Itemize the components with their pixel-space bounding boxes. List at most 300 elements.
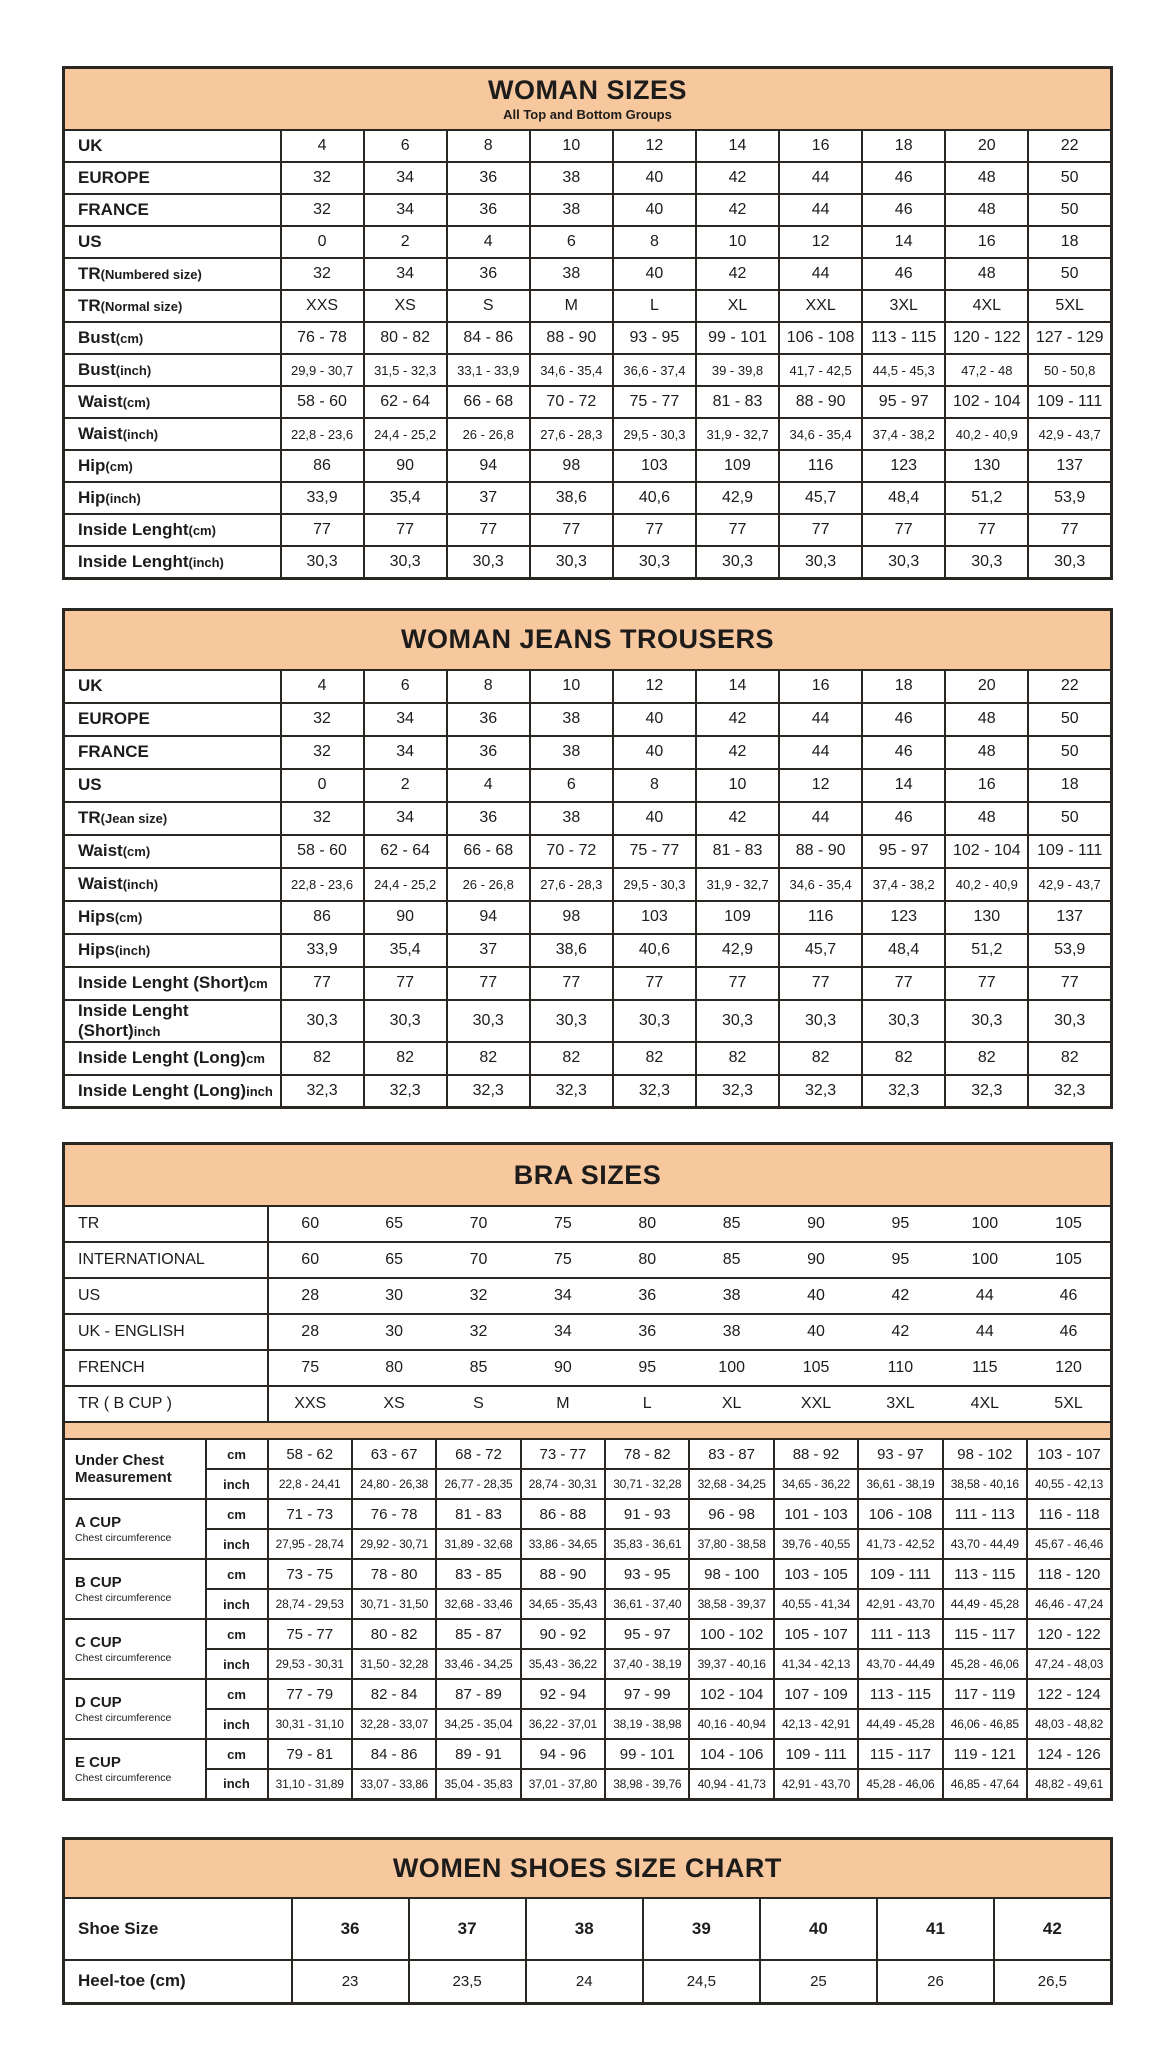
cell: 31,89 - 32,68 (436, 1529, 520, 1559)
cell: 118 - 120 (1027, 1559, 1112, 1589)
cell: 38 (530, 703, 613, 736)
cell: 32,3 (281, 1075, 364, 1108)
cell: S (436, 1386, 520, 1422)
table-row (64, 736, 1112, 769)
cell: 44 (779, 258, 862, 290)
cell: 14 (862, 769, 945, 802)
cell: 50 (1028, 802, 1111, 835)
row-label: Hip(inch) (64, 482, 281, 514)
cell: 48,4 (862, 934, 945, 967)
cell: 34 (521, 1278, 605, 1314)
cell: 31,9 - 32,7 (696, 418, 779, 450)
cell: 37 (447, 482, 530, 514)
cell: 42 (696, 162, 779, 194)
cell: 113 - 115 (858, 1679, 942, 1709)
cell: 120 - 122 (1027, 1619, 1112, 1649)
unit-label: cm (206, 1619, 268, 1649)
cell: 34,65 - 35,43 (521, 1589, 605, 1619)
cell: 48,03 - 48,82 (1027, 1709, 1112, 1739)
cell: 4XL (943, 1386, 1027, 1422)
cell: 34 (364, 802, 447, 835)
cell: 65 (352, 1242, 436, 1278)
cell: 101 - 103 (774, 1499, 858, 1529)
cell: 115 (943, 1350, 1027, 1386)
cell: 29,5 - 30,3 (613, 868, 696, 901)
cell: 30,3 (281, 1000, 364, 1042)
cell: 77 (613, 514, 696, 546)
cell: 42 (994, 1898, 1111, 1960)
cell: 97 - 99 (605, 1679, 689, 1709)
cell: 123 (862, 450, 945, 482)
table-row (64, 1709, 1112, 1739)
row-label: Inside Lenght(inch) (64, 546, 281, 578)
cell: 8 (447, 130, 530, 162)
cell: 123 (862, 901, 945, 934)
cell: 80 (605, 1242, 689, 1278)
cell: 76 - 78 (281, 322, 364, 354)
row-label: Inside Lenght (Short)cm (64, 967, 281, 1000)
cell: 77 (862, 514, 945, 546)
table-row (64, 1589, 1112, 1619)
cell: 75 - 77 (268, 1619, 352, 1649)
cell: XXS (268, 1386, 352, 1422)
cell: 32 (281, 703, 364, 736)
table-row (64, 1529, 1112, 1559)
cell: 30,3 (447, 546, 530, 578)
cell: 38 (530, 162, 613, 194)
table-header (64, 68, 1112, 131)
cell: 70 - 72 (530, 386, 613, 418)
cell: 36 (605, 1314, 689, 1350)
cell: 77 (696, 514, 779, 546)
cell: 77 (281, 514, 364, 546)
cell: 32,3 (530, 1075, 613, 1108)
cell: 77 - 79 (268, 1679, 352, 1709)
cell: 96 - 98 (689, 1499, 773, 1529)
cell: 30,31 - 31,10 (268, 1709, 352, 1739)
cell: 23 (292, 1960, 409, 2004)
cell: 38 (689, 1314, 773, 1350)
row-label: UK - ENGLISH (64, 1314, 268, 1350)
cell: 39,37 - 40,16 (689, 1649, 773, 1679)
cell: 107 - 109 (774, 1679, 858, 1709)
cell: 81 - 83 (696, 386, 779, 418)
cell: 30,3 (530, 1000, 613, 1042)
row-label: Hip(cm) (64, 450, 281, 482)
row-label: C CUP Chest circumference (64, 1619, 206, 1679)
cell: 105 (774, 1350, 858, 1386)
cell: 77 (364, 967, 447, 1000)
table-subtitle: All Top and Bottom Groups (503, 106, 672, 122)
cell: 33,9 (281, 934, 364, 967)
table-header-cell (64, 1838, 1112, 1898)
table-row (64, 514, 1112, 546)
cell: 38 (526, 1898, 643, 1960)
table-row (64, 1386, 1112, 1422)
cell: 84 - 86 (447, 322, 530, 354)
cell: 35,83 - 36,61 (605, 1529, 689, 1559)
cell: 40,55 - 41,34 (774, 1589, 858, 1619)
table-row (64, 1042, 1112, 1075)
unit-label: inch (206, 1769, 268, 1799)
cell: 77 (530, 514, 613, 546)
cell: 30,3 (530, 546, 613, 578)
row-label: Waist(cm) (64, 835, 281, 868)
cell: 90 (364, 450, 447, 482)
cell: 32 (281, 194, 364, 226)
cell: 82 (447, 1042, 530, 1075)
cell: 78 - 80 (352, 1559, 436, 1589)
row-label: Bust(inch) (64, 354, 281, 386)
row-label: Inside Lenght(cm) (64, 514, 281, 546)
cell: 12 (613, 670, 696, 703)
row-label: Shoe Size (64, 1898, 292, 1960)
cell: 3XL (858, 1386, 942, 1422)
cell: 40,2 - 40,9 (945, 418, 1028, 450)
cell: 37 (447, 934, 530, 967)
unit-label: inch (206, 1589, 268, 1619)
cell: 32,28 - 33,07 (352, 1709, 436, 1739)
cell: 10 (530, 670, 613, 703)
cell: 80 (352, 1350, 436, 1386)
cell: 50 (1028, 258, 1111, 290)
cell: 88 - 90 (779, 386, 862, 418)
table-row (64, 1350, 1112, 1386)
table-row (64, 901, 1112, 934)
cell: 30,3 (447, 1000, 530, 1042)
cell: 81 - 83 (696, 835, 779, 868)
cell: 36 (292, 1898, 409, 1960)
cell: 44 (779, 736, 862, 769)
cell: 20 (945, 670, 1028, 703)
cell: 82 (364, 1042, 447, 1075)
cell: 31,9 - 32,7 (696, 868, 779, 901)
cell: 45,7 (779, 934, 862, 967)
cell: 81 - 83 (436, 1499, 520, 1529)
cell: 4 (281, 670, 364, 703)
cell: 36,6 - 37,4 (613, 354, 696, 386)
cell: 47,24 - 48,03 (1027, 1649, 1112, 1679)
cell: 4 (447, 226, 530, 258)
cell: 44,5 - 45,3 (862, 354, 945, 386)
cell: 117 - 119 (943, 1679, 1027, 1709)
row-label: D CUP Chest circumference (64, 1679, 206, 1739)
cell: 50 - 50,8 (1028, 354, 1111, 386)
cell: 26 (877, 1960, 994, 2004)
cell: 37,80 - 38,58 (689, 1529, 773, 1559)
cell: 65 (352, 1206, 436, 1242)
cell: 95 (858, 1206, 942, 1242)
cell: 44 (779, 194, 862, 226)
cell: 38,19 - 38,98 (605, 1709, 689, 1739)
cell: 45,28 - 46,06 (943, 1649, 1027, 1679)
cell: 46 (862, 736, 945, 769)
cell: L (613, 290, 696, 322)
cell: XXL (774, 1386, 858, 1422)
row-label: Waist(inch) (64, 868, 281, 901)
cell: 6 (530, 769, 613, 802)
cell: 75 - 77 (613, 835, 696, 868)
cell: 120 - 122 (945, 322, 1028, 354)
cell: 77 (696, 967, 779, 1000)
cell: 75 - 77 (613, 386, 696, 418)
cell: 8 (613, 769, 696, 802)
cell: 30,3 (696, 1000, 779, 1042)
cell: 58 - 62 (268, 1439, 352, 1469)
unit-label: cm (206, 1439, 268, 1469)
cell: 18 (1028, 226, 1111, 258)
cell: 27,6 - 28,3 (530, 868, 613, 901)
cell: 46,06 - 46,85 (943, 1709, 1027, 1739)
table-row (64, 1278, 1112, 1314)
cell: 38 (530, 736, 613, 769)
cell: 24,4 - 25,2 (364, 868, 447, 901)
cell: 44 (779, 162, 862, 194)
table-row (64, 418, 1112, 450)
cell: 40 (613, 258, 696, 290)
table-row (64, 967, 1112, 1000)
cell: 34,6 - 35,4 (779, 868, 862, 901)
table-row (64, 1769, 1112, 1799)
table-row (64, 670, 1112, 703)
cell: 6 (364, 130, 447, 162)
cell: 48 (945, 162, 1028, 194)
cell: 116 - 118 (1027, 1499, 1112, 1529)
cell: 35,4 (364, 934, 447, 967)
cell: 16 (945, 769, 1028, 802)
cell: 103 - 107 (1027, 1439, 1112, 1469)
cell: 40,16 - 40,94 (689, 1709, 773, 1739)
row-label: US (64, 769, 281, 802)
cell: 32 (436, 1314, 520, 1350)
table-row (64, 1559, 1112, 1589)
table-title: WOMAN SIZES (487, 75, 687, 106)
cell: 38 (530, 194, 613, 226)
section-divider (64, 1422, 1112, 1439)
row-label: Waist(inch) (64, 418, 281, 450)
cell: 42,9 (696, 482, 779, 514)
row-label: INTERNATIONAL (64, 1242, 268, 1278)
row-label: Heel-toe (cm) (64, 1960, 292, 2004)
cell: 42 (858, 1314, 942, 1350)
cell: 32 (281, 802, 364, 835)
cell: 95 - 97 (862, 386, 945, 418)
cell: 36 (447, 258, 530, 290)
cell: L (605, 1386, 689, 1422)
cell: 32 (436, 1278, 520, 1314)
cell: 87 - 89 (436, 1679, 520, 1709)
cell: 88 - 92 (774, 1439, 858, 1469)
row-label: A CUP Chest circumference (64, 1499, 206, 1559)
cell: 30,3 (862, 546, 945, 578)
cell: 130 (945, 901, 1028, 934)
cell: XS (364, 290, 447, 322)
cell: 25 (760, 1960, 877, 2004)
cell: 43,70 - 44,49 (858, 1649, 942, 1679)
cell: 41,34 - 42,13 (774, 1649, 858, 1679)
cell: 40,55 - 42,13 (1027, 1469, 1112, 1499)
cell: 109 - 111 (774, 1739, 858, 1769)
cell: 30,3 (1028, 1000, 1111, 1042)
cell: 76 - 78 (352, 1499, 436, 1529)
row-label: TR(Normal size) (64, 290, 281, 322)
cell: 77 (530, 967, 613, 1000)
cell: 116 (779, 901, 862, 934)
cell: 34 (364, 194, 447, 226)
cell: 30,3 (613, 546, 696, 578)
cell: 37,4 - 38,2 (862, 868, 945, 901)
cell: 0 (281, 769, 364, 802)
cell: 73 - 77 (521, 1439, 605, 1469)
cell: 46 (862, 162, 945, 194)
cell: 22,8 - 23,6 (281, 868, 364, 901)
cell: 46 (1027, 1314, 1112, 1350)
table-row (64, 1314, 1112, 1350)
cell: 94 - 96 (521, 1739, 605, 1769)
cell: 98 (530, 901, 613, 934)
table-row (64, 1649, 1112, 1679)
cell: 66 - 68 (447, 386, 530, 418)
cell: 40,2 - 40,9 (945, 868, 1028, 901)
cell: 40 (613, 194, 696, 226)
cell: 124 - 126 (1027, 1739, 1112, 1769)
cell: 98 - 102 (943, 1439, 1027, 1469)
cell: 0 (281, 226, 364, 258)
cell: 29,5 - 30,3 (613, 418, 696, 450)
cell: 38,6 (530, 482, 613, 514)
unit-label: inch (206, 1529, 268, 1559)
cell: 38 (530, 802, 613, 835)
table-row (64, 386, 1112, 418)
cell: 43,70 - 44,49 (943, 1529, 1027, 1559)
cell: XL (689, 1386, 773, 1422)
cell: 130 (945, 450, 1028, 482)
cell: 37,4 - 38,2 (862, 418, 945, 450)
cell: 24,80 - 26,38 (352, 1469, 436, 1499)
cell: 109 - 111 (858, 1559, 942, 1589)
cell: XXL (779, 290, 862, 322)
cell: 85 (689, 1206, 773, 1242)
cell: 77 (447, 967, 530, 1000)
cell: 36,22 - 37,01 (521, 1709, 605, 1739)
cell: 40 (760, 1898, 877, 1960)
cell: 29,92 - 30,71 (352, 1529, 436, 1559)
cell: 111 - 113 (943, 1499, 1027, 1529)
cell: 22 (1028, 130, 1111, 162)
table-row (64, 1469, 1112, 1499)
unit-label: cm (206, 1559, 268, 1589)
cell: 29,53 - 30,31 (268, 1649, 352, 1679)
cell: 42,9 - 43,7 (1028, 418, 1111, 450)
cell: 75 (521, 1242, 605, 1278)
cell: 32,68 - 34,25 (689, 1469, 773, 1499)
cell: 27,6 - 28,3 (530, 418, 613, 450)
table-row (64, 1619, 1112, 1649)
cell: 63 - 67 (352, 1439, 436, 1469)
row-label: Waist(cm) (64, 386, 281, 418)
cell: 34 (364, 258, 447, 290)
cell: 36 (447, 162, 530, 194)
cell: 26 - 26,8 (447, 418, 530, 450)
cell: 46 (862, 194, 945, 226)
row-label: EUROPE (64, 703, 281, 736)
cell: 46 (862, 802, 945, 835)
cell: 95 (605, 1350, 689, 1386)
cell: 6 (364, 670, 447, 703)
cell: 82 - 84 (352, 1679, 436, 1709)
table-row (64, 769, 1112, 802)
cell: 48,4 (862, 482, 945, 514)
cell: 3XL (862, 290, 945, 322)
cell: 44 (943, 1278, 1027, 1314)
cell: 34,25 - 35,04 (436, 1709, 520, 1739)
cell: 85 (436, 1350, 520, 1386)
cell: 28,74 - 30,31 (521, 1469, 605, 1499)
cell: 90 - 92 (521, 1619, 605, 1649)
cell: 82 (862, 1042, 945, 1075)
cell: 80 (605, 1206, 689, 1242)
cell: 89 - 91 (436, 1739, 520, 1769)
cell: 33,07 - 33,86 (352, 1769, 436, 1799)
cell: 88 - 90 (521, 1559, 605, 1589)
table-row (64, 194, 1112, 226)
cell: 115 - 117 (858, 1739, 942, 1769)
cell: 77 (447, 514, 530, 546)
cell: 29,9 - 30,7 (281, 354, 364, 386)
cell: 50 (1028, 194, 1111, 226)
cell: 119 - 121 (943, 1739, 1027, 1769)
cell: 95 - 97 (605, 1619, 689, 1649)
cell: 24 (526, 1960, 643, 2004)
cell: 26,5 (994, 1960, 1111, 2004)
women-shoes-size-chart-table (62, 1837, 1113, 2006)
row-label: Inside Lenght (Long)cm (64, 1042, 281, 1075)
table-row (64, 450, 1112, 482)
cell: 34,6 - 35,4 (779, 418, 862, 450)
cell: 32,3 (862, 1075, 945, 1108)
cell: 2 (364, 226, 447, 258)
table-row (64, 934, 1112, 967)
cell: 51,2 (945, 934, 1028, 967)
table-row (64, 226, 1112, 258)
cell: 30,3 (945, 1000, 1028, 1042)
cell: 32,68 - 33,46 (436, 1589, 520, 1619)
cell: 12 (779, 769, 862, 802)
cell: 102 - 104 (945, 386, 1028, 418)
cell: 30 (352, 1314, 436, 1350)
cell: 86 (281, 450, 364, 482)
cell: 26 - 26,8 (447, 868, 530, 901)
cell: 79 - 81 (268, 1739, 352, 1769)
cell: 122 - 124 (1027, 1679, 1112, 1709)
table-row (64, 546, 1112, 578)
cell: 24,4 - 25,2 (364, 418, 447, 450)
cell: 77 (862, 967, 945, 1000)
cell: 109 (696, 450, 779, 482)
cell: 70 (436, 1242, 520, 1278)
cell: 12 (613, 130, 696, 162)
cell: XXS (281, 290, 364, 322)
cell: 30,3 (696, 546, 779, 578)
cell: 137 (1028, 450, 1111, 482)
unit-label: inch (206, 1709, 268, 1739)
cell: 33,46 - 34,25 (436, 1649, 520, 1679)
cell: 40 (613, 802, 696, 835)
cell: 27,95 - 28,74 (268, 1529, 352, 1559)
cell: 75 (521, 1206, 605, 1242)
cell: 115 - 117 (943, 1619, 1027, 1649)
cell: 42,91 - 43,70 (858, 1589, 942, 1619)
